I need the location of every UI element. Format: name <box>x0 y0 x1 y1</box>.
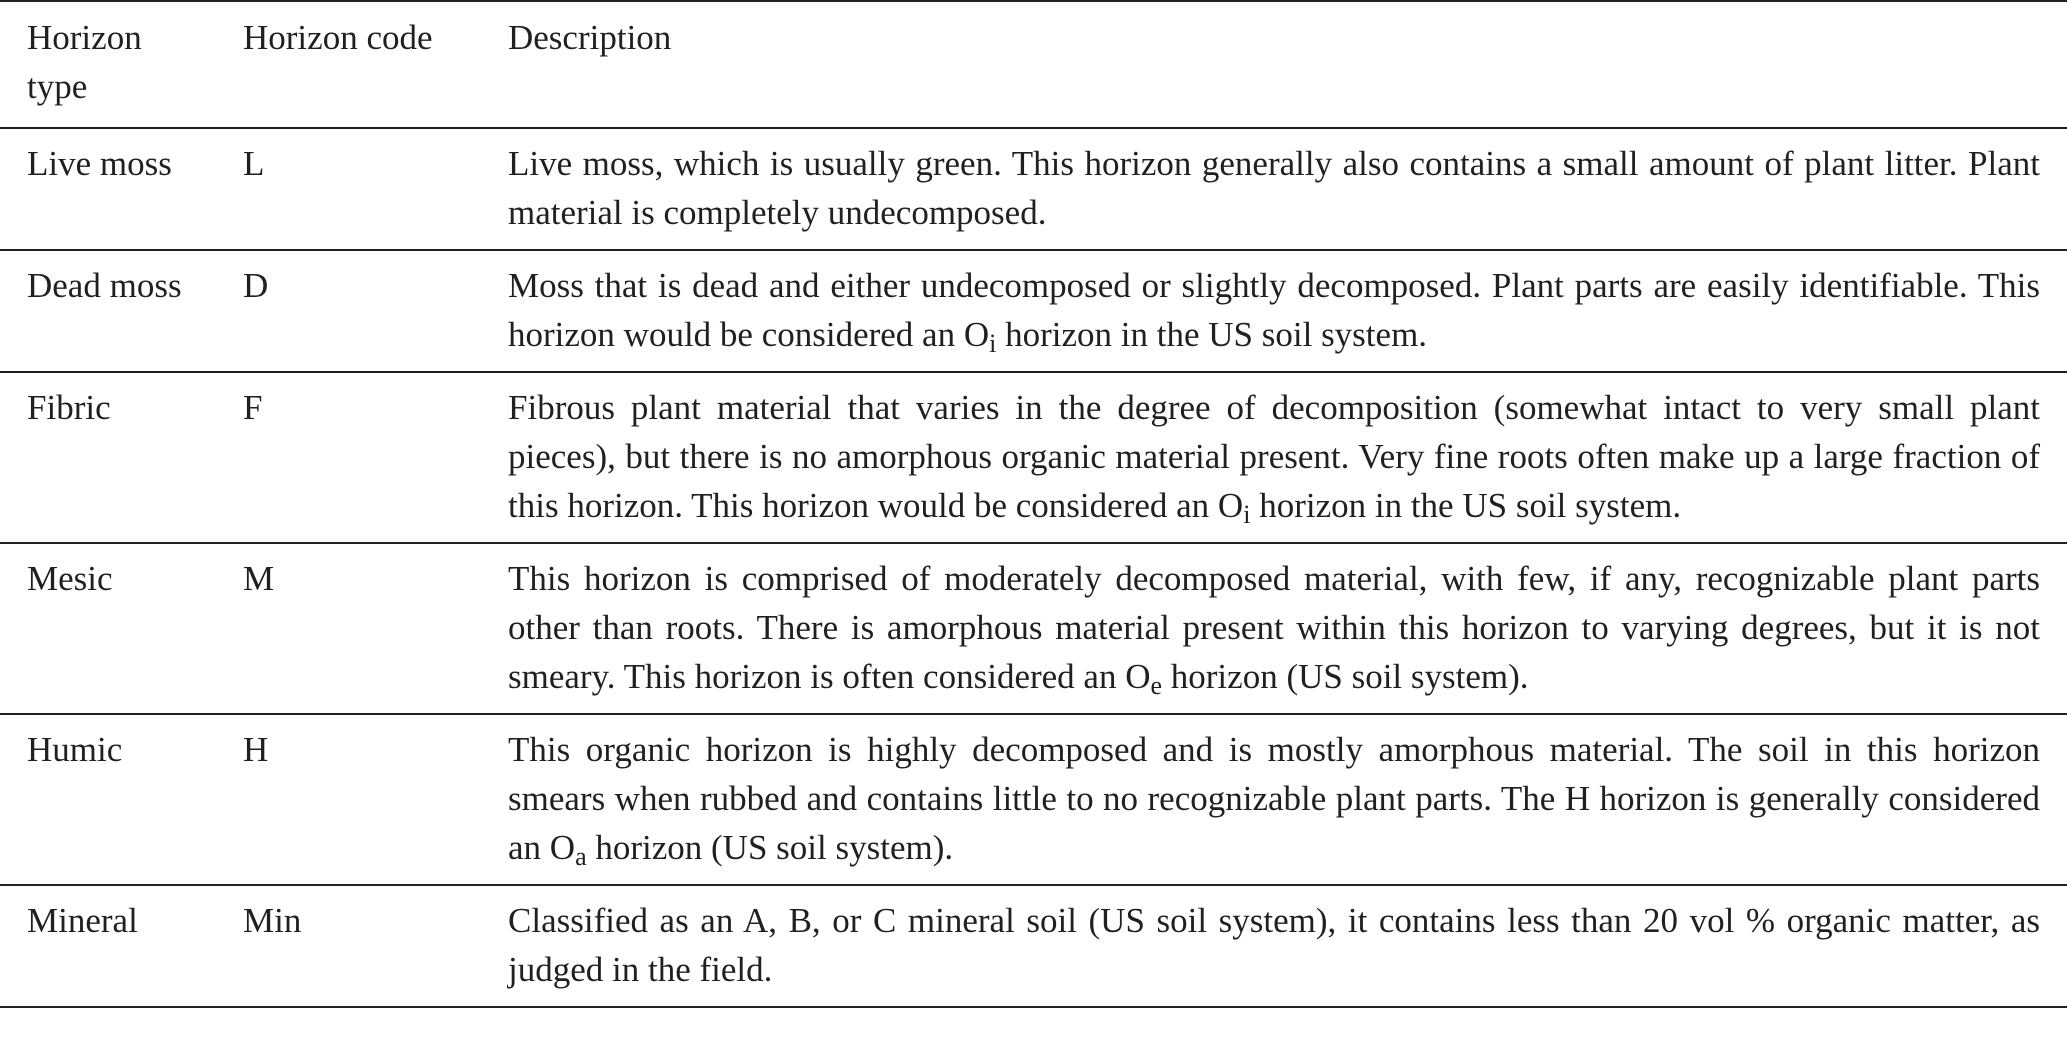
cell-horizon-type: Mineral <box>27 901 138 940</box>
header-horizon-type-line1: Horizon <box>27 18 142 57</box>
cell-horizon-code: M <box>243 559 275 598</box>
description-text: Moss that is dead and either undecomposed or slightly decomposed. Plant parts are easily identifiable. This horizon would be considered an O <box>508 266 2040 354</box>
table-row <box>0 128 2067 250</box>
header-horizon-type <box>0 1 243 128</box>
cell-horizon-type: Mesic <box>27 559 113 598</box>
cell-description: Live moss, which is usually green. This horizon generally also contains a small amount of plant litter. Plant material is completely undecomposed. <box>508 144 2040 232</box>
table-row <box>0 250 2067 372</box>
description-text: Fibrous plant material that varies in the degree of decomposition (somewhat intact to very small plant pieces), but there is no amorphous organic material present. Very fine roots often make up a large fraction of this horizon. This horizon would be considered an O <box>508 388 2040 525</box>
cell-description <box>508 543 2067 714</box>
horizon-subscript: a <box>575 842 587 871</box>
table-row <box>0 372 2067 543</box>
cell-horizon-code: F <box>243 388 263 427</box>
header-horizon-code: Horizon code <box>243 18 433 57</box>
cell-horizon-code: D <box>243 266 269 305</box>
horizon-subscript: i <box>1243 500 1251 529</box>
cell-horizon-code: L <box>243 144 265 183</box>
cell-horizon-code: Min <box>243 901 302 940</box>
cell-horizon-type: Live moss <box>27 144 172 183</box>
cell-description <box>508 250 2067 372</box>
header-horizon-type-line2: type <box>27 67 88 106</box>
cell-description: Classified as an A, B, or C mineral soil (US soil system), it contains less than 20 vol % organic matter, as judged in the field. <box>508 901 2040 989</box>
table-row <box>0 543 2067 714</box>
cell-horizon-code: H <box>243 730 269 769</box>
cell-horizon-type: Humic <box>27 730 123 769</box>
description-text: horizon in the US soil system. <box>1250 486 1682 525</box>
description-text: horizon (US soil system). <box>1162 657 1529 696</box>
table-header <box>0 1 2067 128</box>
horizon-subscript: i <box>989 329 997 358</box>
table-body <box>0 128 2067 1007</box>
header-description: Description <box>508 18 672 57</box>
table-row <box>0 714 2067 885</box>
cell-horizon-type: Dead moss <box>27 266 182 305</box>
cell-description <box>508 372 2067 543</box>
horizon-subscript: e <box>1150 671 1163 700</box>
header-row <box>0 1 2067 128</box>
table-row <box>0 885 2067 1007</box>
description-text: horizon in the US soil system. <box>996 315 1428 354</box>
cell-horizon-type: Fibric <box>27 388 111 427</box>
description-text: This organic horizon is highly decomposed and is mostly amorphous material. The soil in this horizon smears when rubbed and contains little to no recognizable plant parts. The H horizon is generally considered an O <box>508 730 2040 867</box>
description-text: This horizon is comprised of moderately decomposed material, with few, if any, recognizable plant parts other than roots. There is amorphous material present within this horizon to varying degrees, but it is not smeary. This horizon is often considered an O <box>508 559 2040 696</box>
description-text: horizon (US soil system). <box>586 828 954 867</box>
cell-description <box>508 714 2067 885</box>
